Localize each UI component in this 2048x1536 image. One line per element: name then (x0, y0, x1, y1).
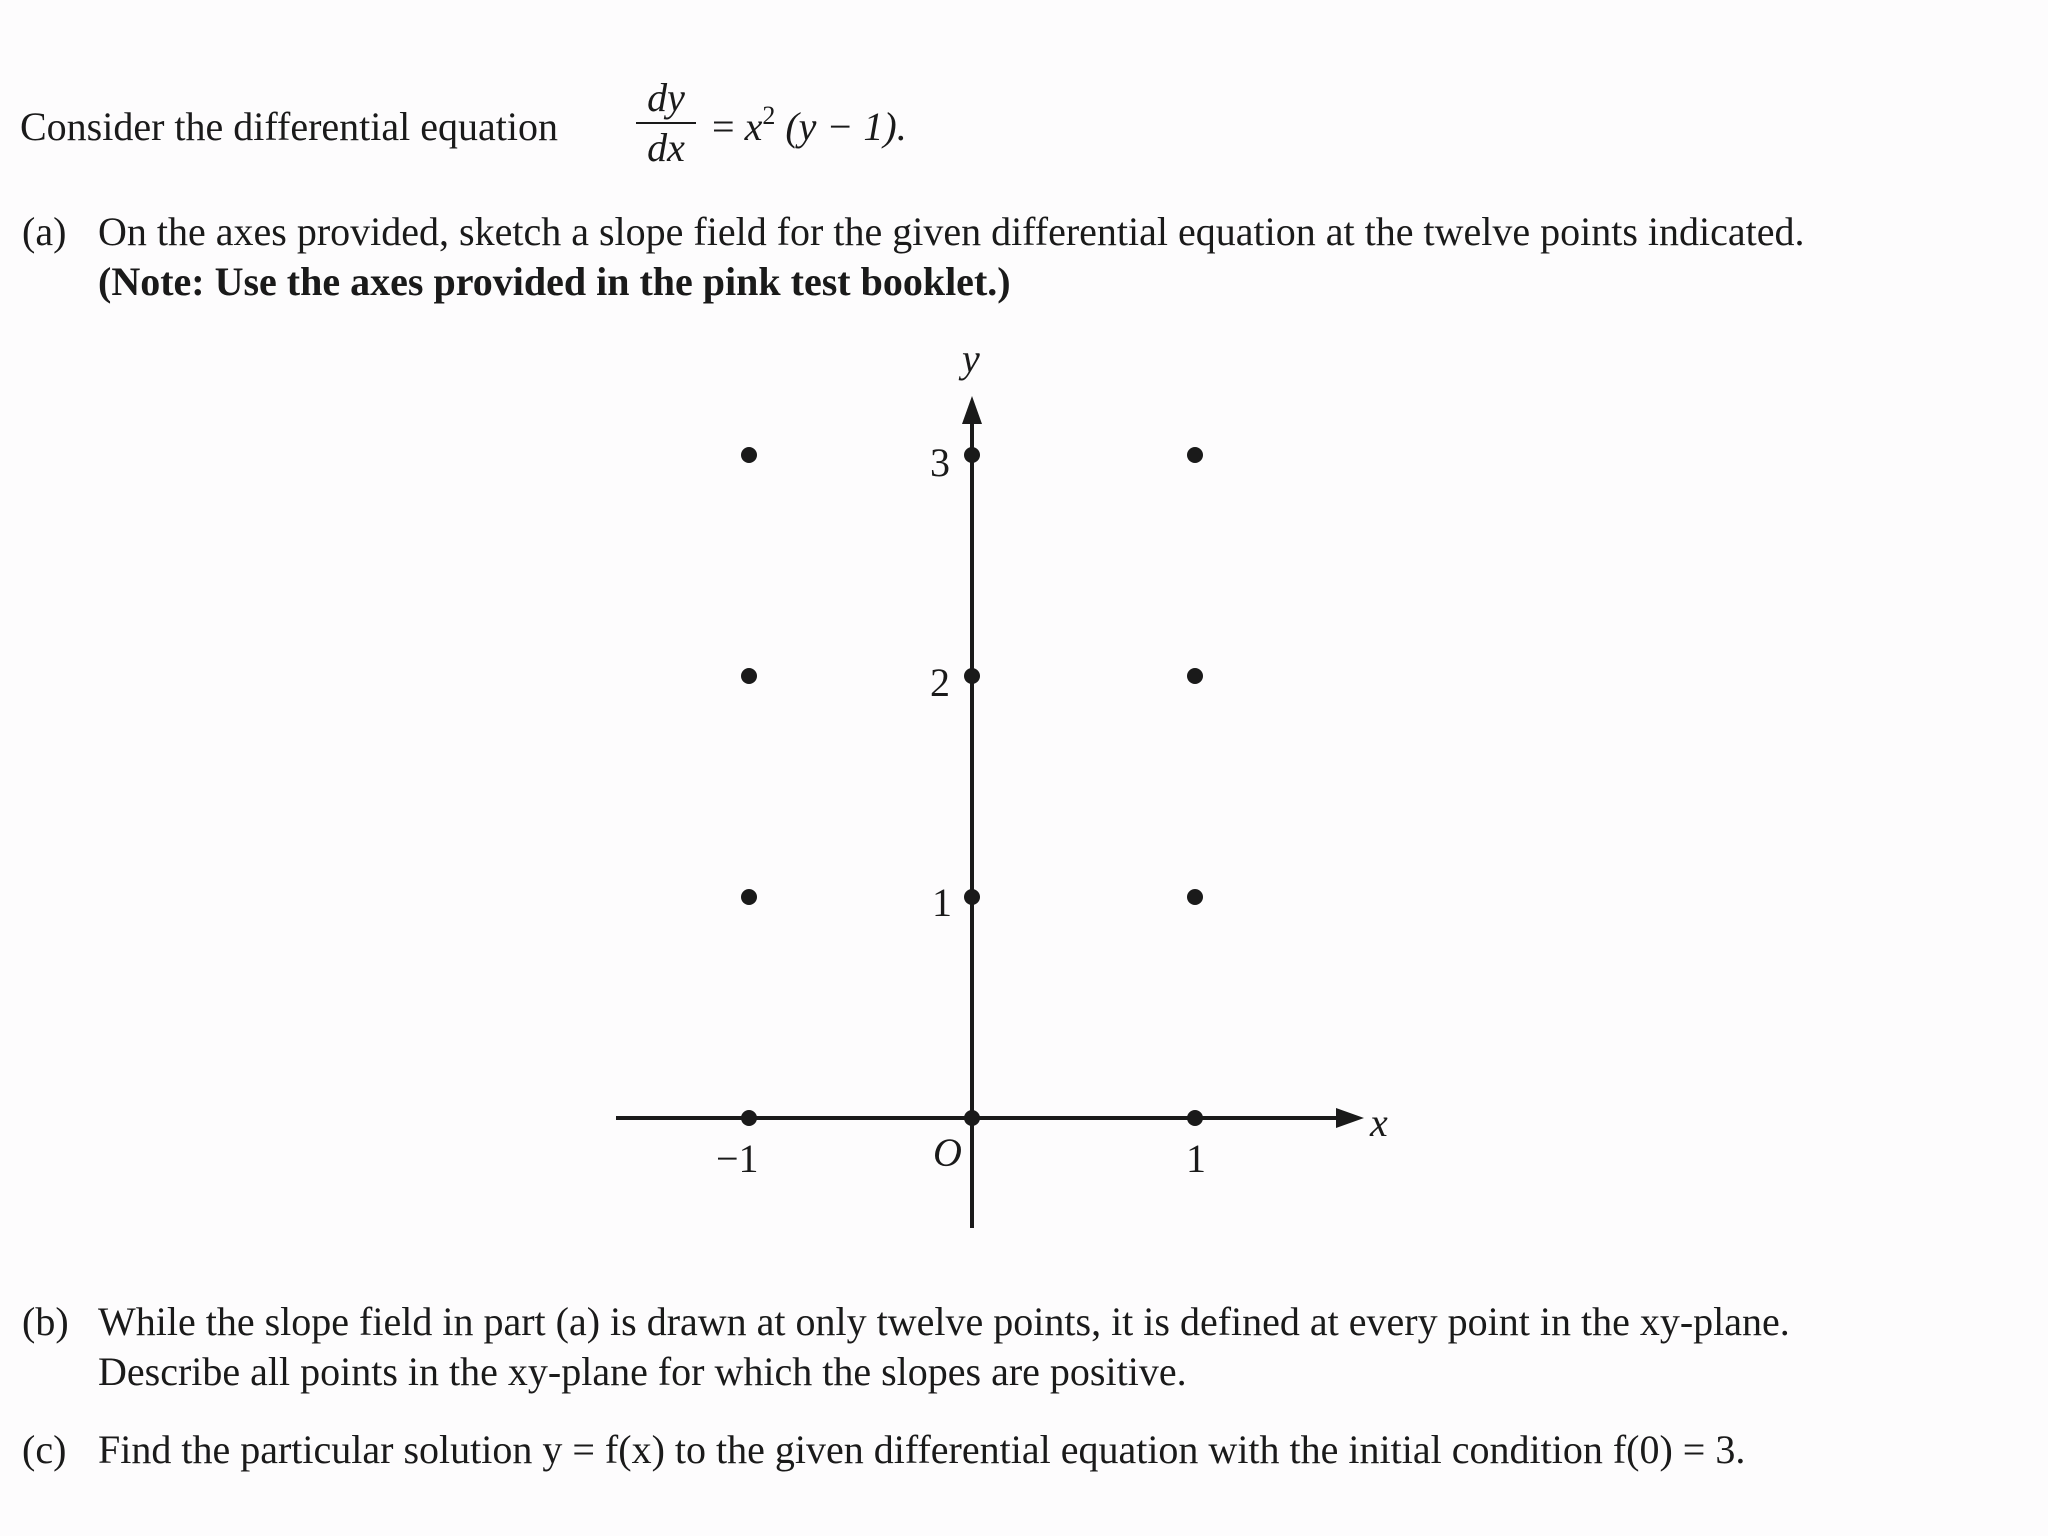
rhs-exponent: 2 (762, 101, 776, 130)
part-b-text: While the slope field in part (a) is drawn at only twelve points, it is defined at every point in the xy-plane. (98, 1299, 1790, 1344)
part-a-text: On the axes provided, sketch a slope field for the given differential equation at the twelve points indicated. (98, 209, 1805, 254)
y-tick-label-3: 3 (930, 440, 950, 485)
grid-point (1187, 889, 1203, 905)
part-c-text: Find the particular solution y = f(x) to the given differential equation with the initial condition f(0) = 3. (98, 1427, 1746, 1472)
part-b-label: (b) (22, 1299, 69, 1344)
grid-point (741, 1110, 757, 1126)
y-axis-label: y (962, 336, 980, 381)
grid-point (1187, 1110, 1203, 1126)
x-axis-label: x (1370, 1100, 1388, 1145)
grid-point (964, 889, 980, 905)
x-axis-arrow-icon (1336, 1108, 1364, 1128)
grid-point (964, 1110, 980, 1126)
part-a-label: (a) (22, 209, 67, 254)
grid-point (964, 447, 980, 463)
part-a-note: (Note: Use the axes provided in the pink test booklet.) (98, 259, 1011, 304)
grid-point (741, 889, 757, 905)
rhs-x: x (744, 104, 763, 149)
fraction-denominator: dx (647, 125, 685, 170)
rhs-factor: (y − 1). (775, 104, 907, 149)
fraction-numerator: dy (647, 75, 685, 120)
y-tick-label-1: 1 (932, 880, 952, 925)
part-c-label: (c) (22, 1427, 67, 1472)
y-tick-label-2: 2 (930, 660, 950, 705)
grid-point (964, 668, 980, 684)
x-tick-label-1: 1 (1186, 1136, 1206, 1181)
x-tick-label-neg1: −1 (716, 1136, 759, 1181)
equals-sign: = (712, 104, 745, 149)
grid-point (1187, 668, 1203, 684)
y-axis-arrow-icon (962, 396, 982, 424)
part-b-text-continued: Describe all points in the xy-plane for which the slopes are positive. (98, 1349, 1187, 1394)
intro-text: Consider the differential equation (20, 104, 558, 149)
origin-label: O (933, 1130, 962, 1175)
grid-point (741, 668, 757, 684)
grid-point (741, 447, 757, 463)
grid-point (1187, 447, 1203, 463)
